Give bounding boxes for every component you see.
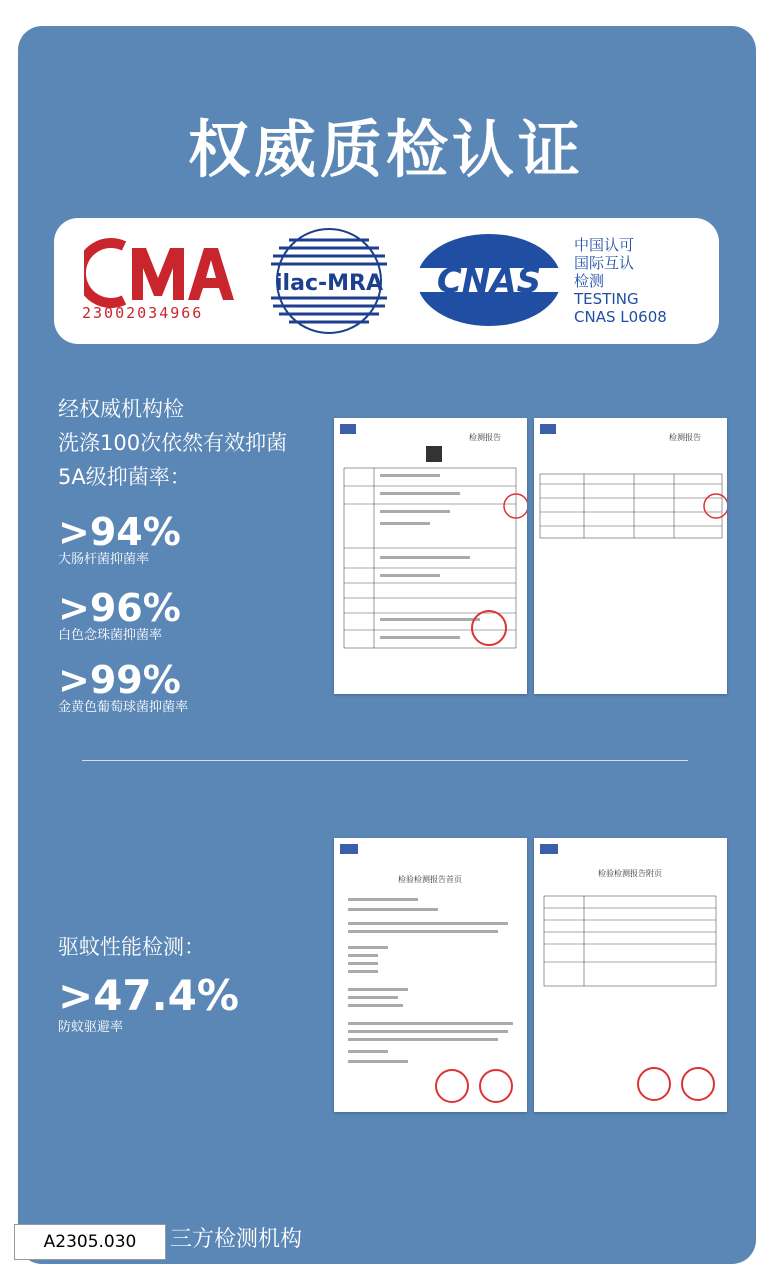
antibacterial-report-page-1 bbox=[334, 418, 527, 694]
cma-number: 23002034966 bbox=[82, 304, 204, 322]
mosquito-report-page-1 bbox=[334, 838, 527, 1112]
report-title: 检测报告 bbox=[469, 433, 501, 442]
report-document-icon bbox=[334, 418, 527, 694]
report-document-icon bbox=[334, 838, 527, 1112]
stat-staph: >99% 金黄色葡萄球菌抑菌率 bbox=[58, 658, 189, 715]
cnas-caption-line: 国际互认 bbox=[574, 254, 635, 272]
stat-candida: >96% 白色念珠菌抑菌率 bbox=[58, 586, 181, 643]
antibacterial-report-page-2 bbox=[534, 418, 727, 694]
footer-text: 三方检测机构 bbox=[170, 1227, 303, 1252]
antibacterial-headline: 经权威机构检 洗涤100次依然有效抑菌 5A级抑菌率： bbox=[58, 397, 288, 489]
ilac-text: ilac-MRA bbox=[275, 271, 383, 296]
cnas-caption bbox=[574, 236, 667, 326]
report-title: 检测报告 bbox=[669, 433, 701, 442]
stat-ecoli: >94% 大肠杆菌抑菌率 bbox=[58, 510, 181, 567]
cnas-caption-line: 检测 bbox=[574, 272, 605, 290]
cnas-text: CNAS bbox=[436, 261, 542, 301]
report-document-icon bbox=[534, 418, 727, 694]
section-divider bbox=[82, 760, 688, 761]
ilac-mra-logo-icon bbox=[259, 226, 399, 336]
cma-logo-icon bbox=[84, 238, 234, 308]
mosquito-section: 驱蚊性能检测： >47.4% 防蚊驱避率 bbox=[58, 935, 239, 1035]
mosquito-report-page-2 bbox=[534, 838, 727, 1112]
report-title: 检验检测报告附页 bbox=[598, 869, 662, 878]
certification-logo-bar bbox=[54, 218, 719, 344]
cnas-caption-line: 中国认可 bbox=[574, 236, 635, 254]
cnas-caption-line: TESTING bbox=[574, 290, 639, 308]
page-title: 权威质检认证 bbox=[187, 113, 584, 186]
report-document-icon bbox=[534, 838, 727, 1112]
cnas-logo-icon bbox=[414, 230, 564, 330]
report-title: 检验检测报告首页 bbox=[398, 875, 462, 884]
image-id-label: A2305.030 bbox=[14, 1224, 166, 1260]
cnas-caption-line: CNAS L0608 bbox=[574, 308, 667, 326]
